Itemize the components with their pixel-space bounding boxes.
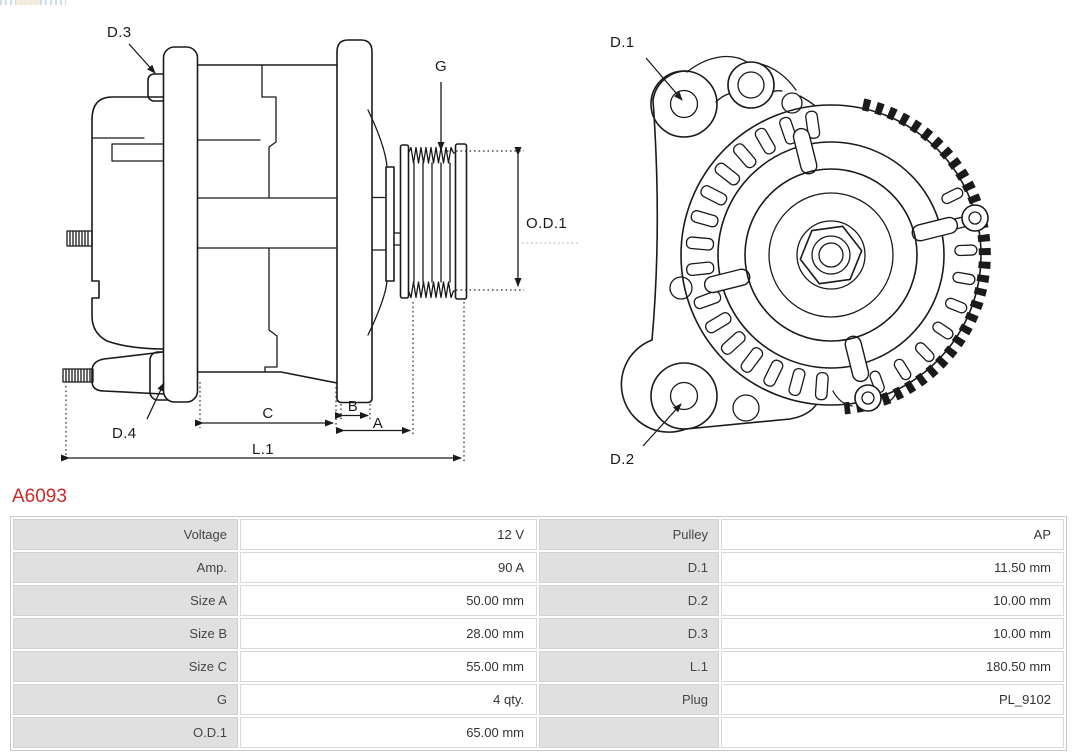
rear-bracket-flange: [164, 47, 198, 402]
rear-housing-outline: [92, 97, 163, 349]
spec-row: [13, 717, 1064, 748]
stator-body: [198, 65, 338, 383]
hole-d2: [671, 383, 698, 410]
spec-label: O.D.1: [13, 717, 238, 748]
louver-slot: [955, 245, 977, 256]
spec-row: [13, 618, 1064, 649]
front-view-drawing: [610, 34, 988, 468]
spec-label: Pulley: [539, 519, 719, 550]
spec-label: Size B: [13, 618, 238, 649]
spec-value: [721, 717, 1064, 748]
spec-value: 10.00 mm: [721, 585, 1064, 616]
rear-housing-detail: [92, 138, 163, 161]
rim-ear-right: [962, 205, 988, 231]
spec-label: G: [13, 684, 238, 715]
front-bracket-flange: [337, 40, 372, 403]
spec-row: [13, 585, 1064, 616]
hole-d1: [671, 91, 698, 118]
spec-label: D.1: [539, 552, 719, 583]
spec-value: 90 A: [240, 552, 537, 583]
louver-slot: [686, 262, 714, 276]
spec-row: [13, 651, 1064, 682]
side-view-drawing: [63, 24, 580, 462]
spec-value: 10.00 mm: [721, 618, 1064, 649]
spec-value: 4 qty.: [240, 684, 537, 715]
upper-lug-outer: [728, 62, 774, 108]
dim-label-a: A: [372, 415, 384, 432]
dim-label-d1: D.1: [610, 34, 635, 51]
dim-label-d2: D.2: [610, 451, 635, 468]
dim-label-b: B: [347, 398, 359, 415]
pulley-groove-walls: [414, 163, 450, 282]
mount-lug-d1: [651, 71, 717, 137]
spec-value: PL_9102: [721, 684, 1064, 715]
spec-value: 11.50 mm: [721, 552, 1064, 583]
housing-parting-line: [262, 65, 277, 372]
plate-hole-foot: [733, 395, 759, 421]
spec-label: Size A: [13, 585, 238, 616]
louver-slot: [686, 237, 714, 251]
spec-label: Voltage: [13, 519, 238, 550]
dim-label-d4: D.4: [112, 425, 137, 442]
dim-label-d3: D.3: [107, 24, 132, 41]
spec-label: [539, 717, 719, 748]
spec-table: [11, 517, 1066, 750]
pulley-grooves-bottom: [409, 282, 456, 298]
terminal-stud-top: [67, 231, 92, 246]
spec-label: Amp.: [13, 552, 238, 583]
dim-label-od1: O.D.1: [526, 215, 568, 232]
pulley-side-view: [401, 144, 467, 299]
spec-label: Size C: [13, 651, 238, 682]
spec-value: 12 V: [240, 519, 537, 550]
dim-label-l1: L.1: [251, 441, 275, 458]
spec-value: 50.00 mm: [240, 585, 537, 616]
spec-row: [13, 684, 1064, 715]
dim-label-g: G: [434, 58, 448, 75]
spec-table-wrapper: [10, 516, 1067, 751]
terminal-stud-bottom: [63, 352, 163, 394]
spec-value: 180.50 mm: [721, 651, 1064, 682]
leader-d2: [643, 404, 681, 446]
louver-slot: [815, 372, 828, 400]
part-number: A6093: [12, 486, 67, 507]
spec-label: Plug: [539, 684, 719, 715]
leader-d1: [646, 58, 682, 100]
pulley-grooves-top: [409, 148, 456, 164]
spec-value: AP: [721, 519, 1064, 550]
leader-d3: [129, 44, 155, 73]
spec-value: 65.00 mm: [240, 717, 537, 748]
spec-value: 28.00 mm: [240, 618, 537, 649]
mount-lug-d2: [651, 363, 717, 429]
rim-ear-bottom: [855, 385, 881, 411]
drive-end-nose: [368, 110, 401, 335]
spec-label: L.1: [539, 651, 719, 682]
dim-label-c: C: [262, 405, 274, 422]
spec-value: 55.00 mm: [240, 651, 537, 682]
spec-row: [13, 519, 1064, 550]
spec-row: [13, 552, 1064, 583]
spec-label: D.2: [539, 585, 719, 616]
spec-label: D.3: [539, 618, 719, 649]
